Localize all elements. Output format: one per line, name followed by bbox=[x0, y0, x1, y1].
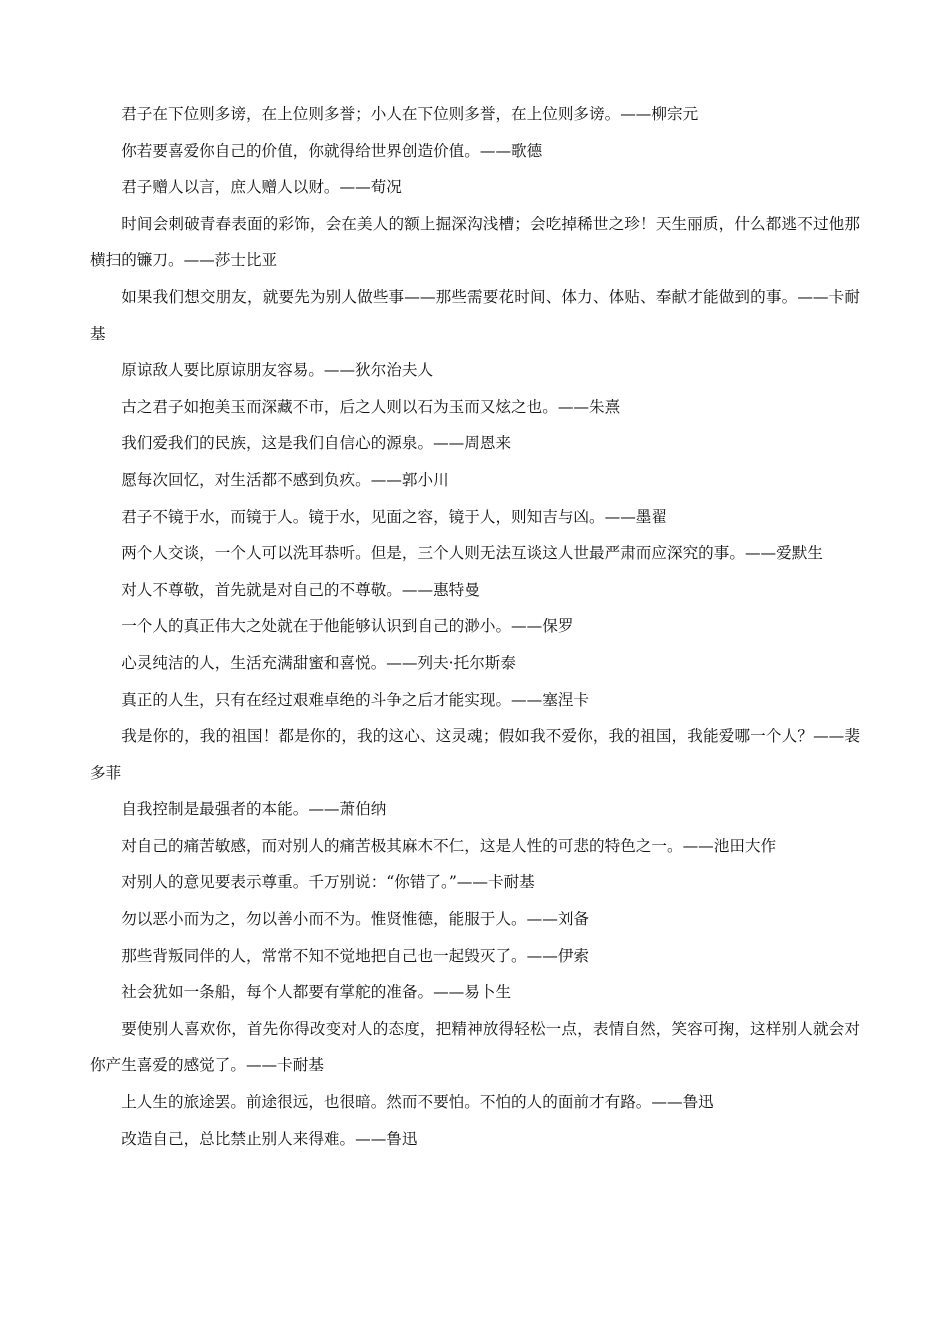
quote-paragraph: 改造自己，总比禁止别人来得难。——鲁迅 bbox=[121, 1129, 418, 1148]
quote-paragraph: 要使别人喜欢你，首先你得改变对人的态度，把精神放得轻松一点，表情自然，笑容可掬，这样别人就会对你产生喜爱的感觉了。——卡耐基 bbox=[90, 1019, 860, 1075]
quote-paragraph: 对人不尊敬，首先就是对自己的不尊敬。——惠特曼 bbox=[121, 580, 480, 599]
quote-paragraph: 如果我们想交朋友，就要先为别人做些事——那些需要花时间、体力、体贴、奉献才能做到的事。——卡耐基 bbox=[90, 287, 860, 343]
quote-paragraph: 愿每次回忆，对生活都不感到负疚。——郭小川 bbox=[121, 470, 449, 489]
quote-paragraph: 原谅敌人要比原谅朋友容易。——狄尔治夫人 bbox=[121, 361, 434, 380]
quote-list bbox=[90, 96, 860, 1157]
quote-paragraph: 我是你的，我的祖国！都是你的，我的这心、这灵魂；假如我不爱你，我的祖国，我能爱哪一个人？——裴多菲 bbox=[90, 727, 860, 782]
quote-paragraph: 我们爱我们的民族，这是我们自信心的源泉。——周恩来 bbox=[121, 434, 512, 453]
quote-paragraph: 君子赠人以言，庶人赠人以财。——荀况 bbox=[121, 178, 402, 197]
quote-paragraph: 社会犹如一条船，每个人都要有掌舵的准备。——易卜生 bbox=[121, 983, 512, 1002]
quote-paragraph: 心灵纯洁的人，生活充满甜蜜和喜悦。——列夫·托尔斯泰 bbox=[121, 653, 516, 672]
quote-paragraph: 君子在下位则多谤，在上位则多誉；小人在下位则多誉，在上位则多谤。——柳宗元 bbox=[121, 105, 699, 123]
quote-paragraph: 那些背叛同伴的人，常常不知不觉地把自己也一起毁灭了。——伊索 bbox=[121, 946, 590, 965]
quote-paragraph: 上人生的旅途罢。前途很远，也很暗。然而不要怕。不怕的人的面前才有路。——鲁迅 bbox=[121, 1093, 714, 1112]
quote-paragraph: 古之君子如抱美玉而深藏不市，后之人则以石为玉而又炫之也。——朱熹 bbox=[121, 397, 621, 416]
quote-paragraph: 对自己的痛苦敏感，而对别人的痛苦极其麻木不仁，这是人性的可悲的特色之一。——池田大作 bbox=[121, 836, 777, 855]
quote-paragraph: 你若要喜爱你自己的价值，你就得给世界创造价值。——歌德 bbox=[121, 141, 543, 160]
quote-paragraph: 一个人的真正伟大之处就在于他能够认识到自己的渺小。——保罗 bbox=[121, 617, 574, 636]
quote-paragraph: 勿以恶小而为之，勿以善小而不为。惟贤惟德，能服于人。——刘备 bbox=[121, 910, 590, 929]
quote-paragraph: 对别人的意见要表示尊重。千万别说：“你错了。”——卡耐基 bbox=[121, 873, 535, 892]
quote-paragraph: 自我控制是最强者的本能。——萧伯纳 bbox=[121, 800, 387, 819]
quote-paragraph: 真正的人生，只有在经过艰难卓绝的斗争之后才能实现。——塞涅卡 bbox=[121, 690, 590, 709]
quote-paragraph: 时间会刺破青春表面的彩饰，会在美人的额上掘深沟浅槽；会吃掉稀世之珍！天生丽质，什么都逃不过他那横扫的镰刀。——莎士比亚 bbox=[90, 214, 860, 270]
quote-paragraph: 两个人交谈，一个人可以洗耳恭听。但是，三个人则无法互谈这人世最严肃而应深究的事。——爱默生 bbox=[121, 544, 823, 563]
quote-paragraph: 君子不镜于水，而镜于人。镜于水，见面之容，镜于人，则知吉与凶。——墨翟 bbox=[121, 507, 667, 526]
